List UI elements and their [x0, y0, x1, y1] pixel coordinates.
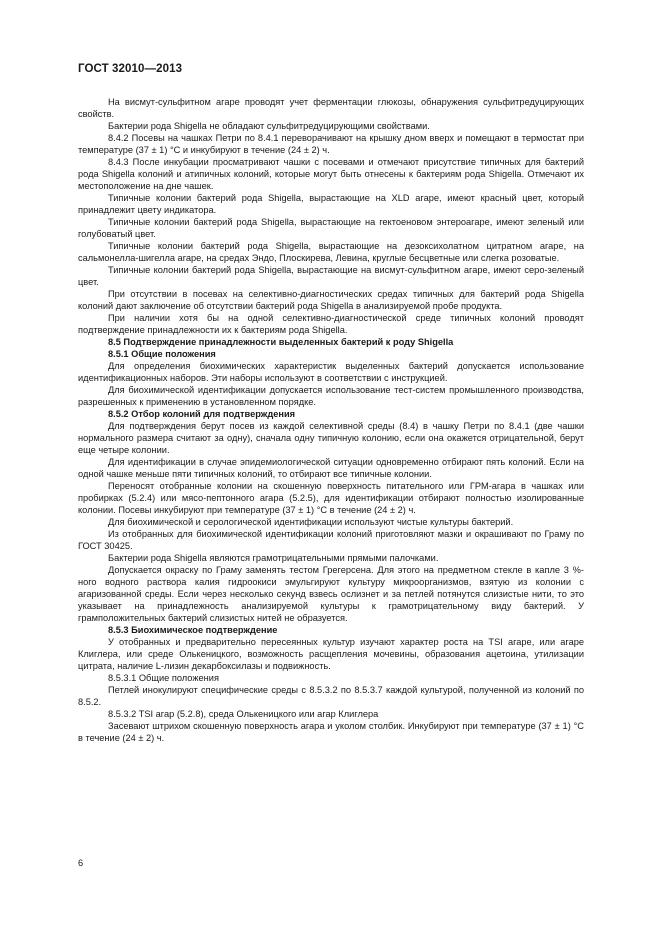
- paragraph: Бактерии рода Shigella не обладают сульфитредуцирующими свойствами.: [108, 121, 430, 131]
- paragraph: Переносят отобранные колонии на скошенную поверхность питательного или ГРМ-агара в чашках или пробирках (5.2.4) или мясо-пептонного агара (5.2.5), для идентификации отбирают полностью изолированные колонии. Посевы инкубируют при температуре (37 ± 1) °С в течение (24 ± 2) ч.: [78, 481, 584, 515]
- subsection-heading: 8.5.3 Биохимическое подтверждение: [108, 625, 278, 635]
- paragraph: Из отобранных для биохимической идентификации колоний приготовляют мазки и окрашивают по Граму по ГОСТ 30425.: [78, 529, 584, 551]
- paragraph: Типичные колонии бактерий рода Shigella, вырастающие на гектоеновом энтероагаре, имеют зеленый или голубоватый цвет.: [78, 217, 584, 239]
- subsubsection-heading: 8.5.3.1 Общие положения: [108, 673, 219, 683]
- paragraph: Бактерии рода Shigella являются грамотрицательными прямыми палочками.: [108, 553, 439, 563]
- page-number: 6: [78, 858, 84, 868]
- paragraph: Для идентификации в случае эпидемиологической ситуации одновременно отбирают пять колоний. Если на одной чашке меньше пяти типичных колоний, то отбирают все типичные колонии.: [78, 457, 584, 479]
- paragraph: При наличии хотя бы на одной селективно-диагностической среде типичных колоний проводят подтверждение принадлежности их к бактериям рода Shigella.: [78, 313, 584, 335]
- paragraph: Для биохимической и серологической идентификации используют чистые культуры бактерий.: [108, 517, 514, 527]
- paragraph: Типичные колонии бактерий рода Shigella, вырастающие на висмут-сульфитном агаре, имеют серо-зеленый цвет.: [78, 265, 584, 287]
- subsection-heading: 8.5.2 Отбор колоний для подтверждения: [108, 409, 296, 419]
- paragraph: Для подтверждения берут посев из каждой селективной среды (8.4) в чашку Петри по 8.4.1 (две чашки нормального размера считают за одну), сначала одну типичную колонию, если она окажется отрицательной, берут еще четыре колонии.: [78, 421, 584, 455]
- subsubsection-heading: 8.5.3.2 TSI агар (5.2.8), среда Олькеницкого или агар Клиглера: [108, 709, 379, 719]
- paragraph: 8.4.2 Посевы на чашках Петри по 8.4.1 переворачивают на крышку дном вверх и помещают в термостат при температуре (37 ± 1) °С и инкубируют в течение (24 ± 2) ч.: [78, 133, 584, 155]
- document-body: [78, 96, 584, 744]
- paragraph: Засевают штрихом скошенную поверхность агара и уколом столбик. Инкубируют при температуре (37 ± 1) °С в течение (24 ± 2) ч.: [78, 721, 584, 743]
- paragraph: Типичные колонии бактерий рода Shigella, вырастающие на XLD агаре, имеют красный цвет, который принадлежит цвету индикатора.: [78, 193, 584, 215]
- paragraph: Типичные колонии бактерий рода Shigella, вырастающие на дезоксихолатном цитратном агаре, на сальмонелла-шигелла агаре, на средах Эндо, Плоскирева, Левина, круглые бесцветные или слегка розоватые.: [78, 241, 584, 263]
- paragraph: Для биохимической идентификации допускается использование тест-систем промышленного производства, разрешенных к применению в установленном порядке.: [78, 385, 584, 407]
- section-heading: 8.5 Подтверждение принадлежности выделенных бактерий к роду Shigella: [108, 337, 454, 347]
- paragraph: При отсутствии в посевах на селективно-диагностических средах типичных для бактерий рода Shigella колоний дают заключение об отсутствии бактерий рода Shigella в анализируемой пробе продукта.: [78, 289, 584, 311]
- paragraph: Допускается окраску по Граму заменять тестом Грегерсена. Для этого на предметном стекле в капле 3 %-ного водного раствора калия гидроокиси эмульгируют культуру микроорганизмов, взятую из колонии с агаризованной среды. Если через несколько секунд взвесь ослизнет и за петлей потянутся слизистые нити, то это указывает на принадлежность анализируемой культуры к грамотрицательному виду бактерий. У грамположительных бактерий слизистых нитей не образуется.: [78, 565, 584, 623]
- paragraph: На висмут-сульфитном агаре проводят учет ферментации глюкозы, обнаружения сульфитредуцирующих свойств.: [78, 97, 584, 119]
- page-header-title: ГОСТ 32010—2013: [78, 63, 183, 75]
- subsection-heading: 8.5.1 Общие положения: [108, 349, 216, 359]
- paragraph: 8.4.3 После инкубации просматривают чашки с посевами и отмечают присутствие типичных для бактерий рода Shigella колоний и атипичных колоний, которые могут быть отнесены к бактериям рода Shigella. Отмечают их местоположение на дне чашек.: [78, 157, 584, 191]
- paragraph: Для определения биохимических характеристик выделенных бактерий допускается использование идентификационных наборов. Эти наборы используют в соответствии с инструкцией.: [78, 361, 584, 383]
- paragraph: У отобранных и предварительно пересеянных культур изучают характер роста на TSI агаре, или агаре Клиглера, или среде Олькеницкого, возможность расщепления мочевины, образования ацетоина, утилизации цитрата, наличие L-лизин декарбоксилазы и подвижность.: [78, 637, 584, 671]
- paragraph: Петлей инокулируют специфические среды с 8.5.3.2 по 8.5.3.7 каждой культурой, полученной из колоний по 8.5.2.: [78, 685, 584, 707]
